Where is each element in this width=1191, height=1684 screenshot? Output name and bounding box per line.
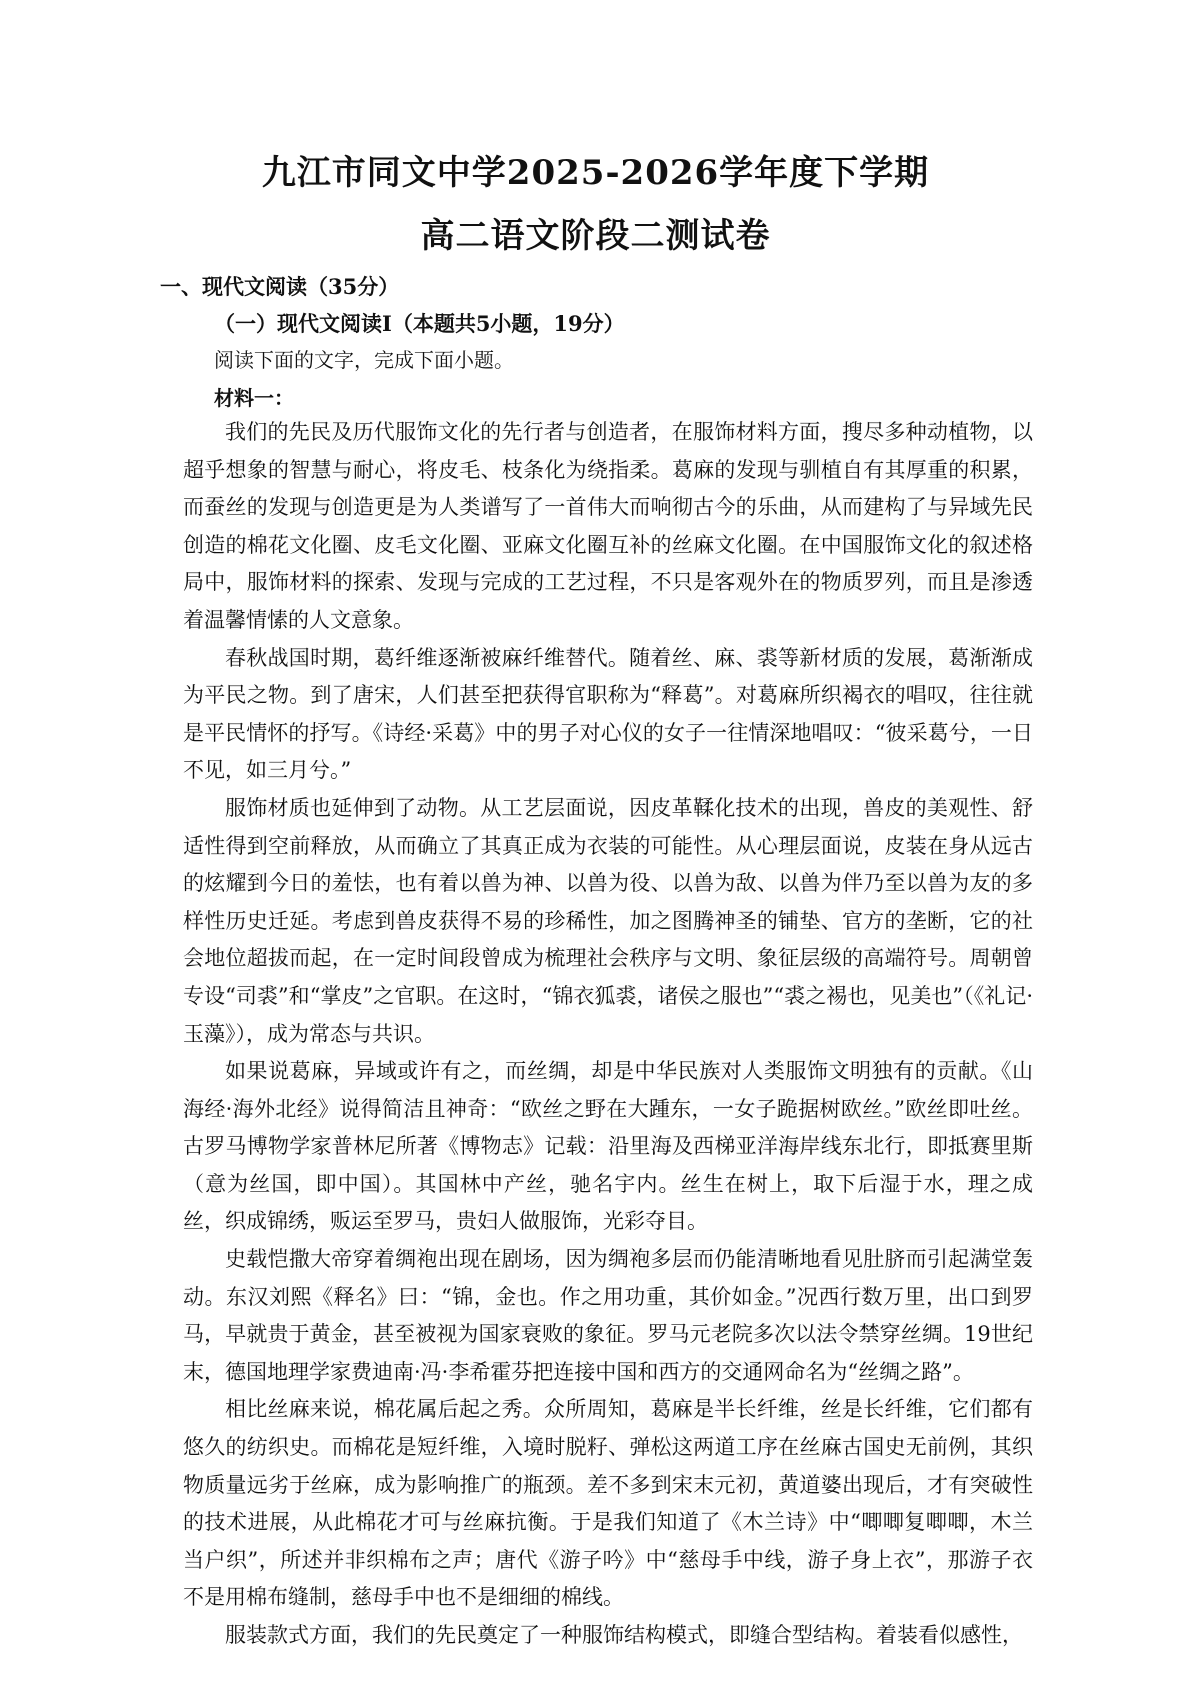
passage-paragraph: 如果说葛麻，异域或许有之，而丝绸，却是中华民族对人类服饰文明独有的贡献。《山海经·海外北经》说得简洁且神奇：“欧丝之野在大踵东，一女子跪据树欧丝。”欧丝即吐丝。古罗马博物学家普林尼所著《博物志》记载：沿里海及西梯亚洋海岸线东北行，即抵赛里斯（意为丝国，即中国）。其国林中产丝，驰名宇内。丝生在树上，取下后湿于水，理之成丝，织成锦绣，贩运至罗马，贵妇人做服饰，光彩夺目。 [183,1059,1033,1234]
reading-instruction: 阅读下面的文字，完成下面小题。 [214,348,514,372]
exam-subtitle: 高二语文阶段二测试卷 [420,216,771,256]
passage-paragraph: 春秋战国时期，葛纤维逐渐被麻纤维替代。随着丝、麻、裘等新材质的发展，葛渐渐成为平民之物。到了唐宋，人们甚至把获得官职称为“释葛”。对葛麻所织褐衣的唱叹，往往就是平民情怀的抒写。《诗经·采葛》中的男子对心仪的女子一往情深地唱叹：“彼采葛兮，一日不见，如三月兮。” [183,645,1033,783]
exam-title: 九江市同文中学2025-2026学年度下学期 [261,153,930,193]
material-label: 材料一： [214,386,294,410]
passage-paragraph: 相比丝麻来说，棉花属后起之秀。众所周知，葛麻是半长纤维，丝是长纤维，它们都有悠久的纺织史。而棉花是短纤维，入境时脱籽、弹松这两道工序在丝麻古国史无前例，其织物质量远劣于丝麻，成为影响推广的瓶颈。差不多到宋末元初，黄道婆出现后，才有突破性的技术进展，从此棉花才可与丝麻抗衡。于是我们知道了《木兰诗》中“唧唧复唧唧，木兰当户织”，所述并非织棉布之声；唐代《游子吟》中“慈母手中线，游子身上衣”，那游子衣不是用棉布缝制，慈母手中也不是细细的棉线。 [183,1397,1033,1610]
passage-paragraph: 服装款式方面，我们的先民奠定了一种服饰结构模式，即缝合型结构。着装看似感性， [225,1623,1023,1647]
subsection-heading: （一）现代文阅读Ⅰ（本题共5小题，19分） [214,311,625,336]
section-heading: 一、现代文阅读（35分） [160,274,400,299]
passage-paragraph: 我们的先民及历代服饰文化的先行者与创造者，在服饰材料方面，搜尽多种动植物，以超乎想象的智慧与耐心，将皮毛、枝条化为绕指柔。葛麻的发现与驯植自有其厚重的积累，而蚕丝的发现与创造更是为人类谱写了一首伟大而响彻古今的乐曲，从而建构了与异域先民创造的棉花文化圈、皮毛文化圈、亚麻文化圈互补的丝麻文化圈。在中国服饰文化的叙述格局中，服饰材料的探索、发现与完成的工艺过程，不只是客观外在的物质罗列，而且是渗透着温馨情愫的人文意象。 [183,420,1033,632]
reading-passage [183,414,1033,1655]
passage-paragraph: 服饰材质也延伸到了动物。从工艺层面说，因皮革鞣化技术的出现，兽皮的美观性、舒适性得到空前释放，从而确立了其真正成为衣装的可能性。从心理层面说，皮装在身从远古的炫耀到今日的羞怯，也有着以兽为神、以兽为役、以兽为敌、以兽为伴乃至以兽为友的多样性历史迁延。考虑到兽皮获得不易的珍稀性，加之图腾神圣的铺垫、官方的垄断，它的社会地位超拔而起，在一定时间段曾成为梳理社会秩序与文明、象征层级的高端符号。周朝曾专设“司裘”和“掌皮”之官职。在这时，“锦衣狐裘，诸侯之服也”“裘之裼也，见美也”（《礼记·玉藻》），成为常态与共识。 [183,795,1033,1046]
passage-paragraph: 史载恺撒大帝穿着绸袍出现在剧场，因为绸袍多层而仍能清晰地看见肚脐而引起满堂轰动。东汉刘熙《释名》曰：“锦，金也。作之用功重，其价如金。”况西行数万里，出口到罗马，早就贵于黄金，甚至被视为国家衰败的象征。罗马元老院多次以法令禁穿丝绸。19世纪末，德国地理学家费迪南·冯·李希霍芬把连接中国和西方的交通网命名为“丝绸之路”。 [183,1247,1033,1384]
